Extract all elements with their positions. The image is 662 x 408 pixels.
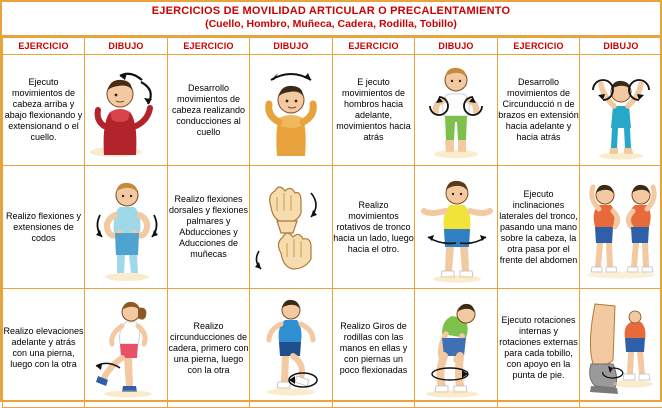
exercise-table bbox=[2, 37, 662, 408]
header-exercise-4: EJERCICIO bbox=[498, 38, 580, 55]
header-drawing-1: DIBUJO bbox=[85, 38, 168, 55]
exercise-drawing bbox=[85, 289, 168, 408]
header-drawing-3: DIBUJO bbox=[415, 38, 498, 55]
foot-ankle-rotation-icon bbox=[581, 294, 661, 402]
header-exercise-1: EJERCICIO bbox=[3, 38, 85, 55]
header-exercise-2: EJERCICIO bbox=[168, 38, 250, 55]
header-drawing-2: DIBUJO bbox=[250, 38, 333, 55]
table-row bbox=[3, 289, 662, 408]
person-elbow-flexion-icon bbox=[86, 171, 166, 283]
exercise-text: Realizo Giros de rodillas con las manos en ellas y con piernas un poco flexionadas bbox=[333, 289, 415, 408]
person-neck-rotation-icon bbox=[251, 60, 331, 160]
person-hip-circles-icon bbox=[251, 294, 331, 402]
hands-wrist-movements-icon bbox=[251, 171, 331, 283]
title-line-2: (Cuello, Hombro, Muñeca, Cadera, Rodilla, Tobillo) bbox=[4, 18, 658, 31]
exercise-drawing bbox=[250, 289, 333, 408]
header-exercise-3: EJERCICIO bbox=[333, 38, 415, 55]
person-shoulder-circles-icon bbox=[416, 60, 496, 160]
exercise-text: Desarrollo movimientos de Circunducció n de brazos en extensión hacia adelante y hacia atrás bbox=[498, 55, 580, 166]
exercise-text: Ejecuto inclinaciones laterales del tronco, pasando una mano sobre la cabeza, la otra pasa por el frente del abdomen bbox=[498, 166, 580, 289]
table-row bbox=[3, 166, 662, 289]
exercise-text: Realizo movimientos rotativos de tronco hacia un lado, luego hacia el otro. bbox=[333, 166, 415, 289]
exercise-drawing bbox=[85, 166, 168, 289]
exercise-drawing bbox=[415, 166, 498, 289]
title-line-1: EJERCICIOS DE MOVILIDAD ARTICULAR O PRECALENTAMIENTO bbox=[4, 5, 658, 18]
exercise-drawing bbox=[250, 55, 333, 166]
exercise-text: Realizo flexiones dorsales y flexiones palmares y Abducciones y Aducciones de muñecas bbox=[168, 166, 250, 289]
header-drawing-4: DIBUJO bbox=[580, 38, 662, 55]
table-header-row bbox=[3, 38, 662, 55]
exercise-text: Realizo flexiones y extensiones de codos bbox=[3, 166, 85, 289]
person-leg-swing-icon bbox=[86, 294, 166, 402]
exercise-text: Ejecuto movimientos de cabeza arriba y abajo flexionando y extensionand o el cuello. bbox=[3, 55, 85, 166]
exercise-text: Realizo elevaciones adelante y atrás con una pierna, luego con la otra bbox=[3, 289, 85, 408]
person-trunk-rotation-icon bbox=[416, 171, 496, 283]
exercise-drawing bbox=[580, 55, 662, 166]
exercise-drawing bbox=[415, 289, 498, 408]
exercise-text: Ejecuto rotaciones internas y rotaciones externas para cada tobillo, con apoyo en la punta de pie. bbox=[498, 289, 580, 408]
exercise-drawing bbox=[580, 289, 662, 408]
exercise-drawing bbox=[580, 166, 662, 289]
exercise-drawing bbox=[85, 55, 168, 166]
person-neck-flexion-icon bbox=[86, 60, 166, 160]
exercise-drawing bbox=[250, 166, 333, 289]
exercise-drawing bbox=[415, 55, 498, 166]
exercise-text: Realizo circunducciones de cadera, primero con una pierna, luego con la otra bbox=[168, 289, 250, 408]
table-row bbox=[3, 55, 662, 166]
person-lateral-bend-pair-icon bbox=[581, 171, 661, 283]
person-arm-circles-icon bbox=[581, 60, 661, 160]
exercise-text: Desarrollo movimientos de cabeza realizando conducciones al cuello bbox=[168, 55, 250, 166]
exercise-text: E jecuto movimientos de hombros hacia adelante, movimientos hacia atrás bbox=[333, 55, 415, 166]
sheet-title bbox=[2, 2, 660, 37]
person-knee-circles-icon bbox=[416, 294, 496, 402]
